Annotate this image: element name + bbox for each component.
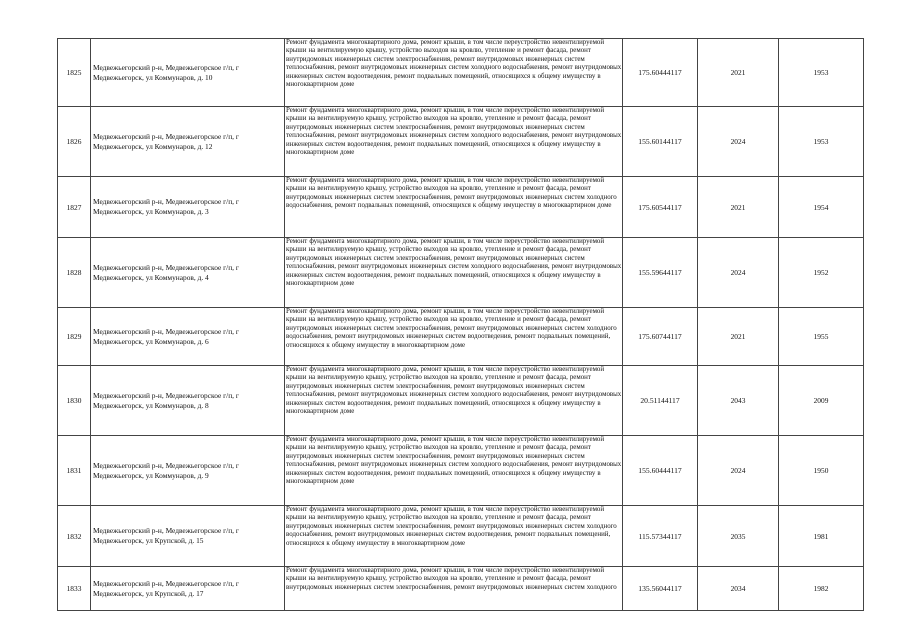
works-text: Ремонт фундамента многоквартирного дома, ремонт крыши, в том числе переустройство невентилируемой крыши на вентилируемую крышу, устройство выходов на кровлю, утепление и ремонт фасада, ремонт внутридомовых инженерных систем электроснабжения, ремонт внутридомовых инженерных систем теплоснабжения, ремонт внутридомовых инженерных систем холодного водоснабжения, ремонт внутридомовых инженерных систем водоотведения, ремонт подвальных помещений, относящихся к общему имуществу в многоквартирном доме [286,39,622,89]
works-cell [285,238,623,308]
address-cell: Медвежьегорский р-н, Медвежьегорское г/п, г Медвежьегорск, ул Коммунаров, д. 3 [91,177,285,238]
works-text: Ремонт фундамента многоквартирного дома, ремонт крыши, в том числе переустройство невентилируемой крыши на вентилируемую крышу, устройство выходов на кровлю, утепление и ремонт фасада, ремонт внутридомовых инженерных систем электроснабжения, ремонт внутридомовых инженерных систем теплоснабжения, ремонт внутридомовых инженерных систем холодного водоснабжения, ремонт внутридомовых инженерных систем водоотведения, ремонт подвальных помещений, относящихся к общему имуществу в многоквартирном доме [286,238,622,288]
cost-cell: 175.60544117 [623,177,698,238]
address-cell: Медвежьегорский р-н, Медвежьегорское г/п, г Медвежьегорск, ул Коммунаров, д. 4 [91,238,285,308]
works-cell [285,567,623,611]
cost-cell: 175.60744117 [623,308,698,366]
build-year-cell: 1953 [779,39,864,107]
cost-cell: 175.60444117 [623,39,698,107]
works-text: Ремонт фундамента многоквартирного дома, ремонт крыши, в том числе переустройство невентилируемой крыши на вентилируемую крышу, устройство выходов на кровлю, утепление и ремонт фасада, ремонт внутридомовых инженерных систем электроснабжения, ремонт внутридомовых инженерных систем холодного [286,567,617,591]
repair-year-cell: 2043 [698,366,779,436]
address-cell: Медвежьегорский р-н, Медвежьегорское г/п, г Медвежьегорск, ул Коммунаров, д. 6 [91,308,285,366]
repair-year-cell: 2024 [698,238,779,308]
table-row [58,366,864,436]
works-cell [285,39,623,107]
address-cell: Медвежьегорский р-н, Медвежьегорское г/п, г Медвежьегорск, ул Крупской, д. 17 [91,567,285,611]
works-text: Ремонт фундамента многоквартирного дома, ремонт крыши, в том числе переустройство невентилируемой крыши на вентилируемую крышу, устройство выходов на кровлю, утепление и ремонт фасада, ремонт внутридомовых инженерных систем электроснабжения, ремонт внутридомовых инженерных систем теплоснабжения, ремонт внутридомовых инженерных систем холодного водоснабжения, ремонт внутридомовых инженерных систем водоотведения, ремонт подвальных помещений, относящихся к общему имуществу в многоквартирном доме [286,436,622,486]
cost-cell: 135.56044117 [623,567,698,611]
row-number: 1827 [58,177,91,238]
build-year-cell: 1954 [779,177,864,238]
works-cell [285,177,623,238]
table-row [58,436,864,506]
row-number: 1828 [58,238,91,308]
cost-cell: 155.60444117 [623,436,698,506]
repair-year-cell: 2021 [698,308,779,366]
repair-year-cell: 2024 [698,436,779,506]
build-year-cell: 1982 [779,567,864,611]
works-text: Ремонт фундамента многоквартирного дома, ремонт крыши, в том числе переустройство невентилируемой крыши на вентилируемую крышу, устройство выходов на кровлю, утепление и ремонт фасада, ремонт внутридомовых инженерных систем электроснабжения, ремонт внутридомовых инженерных систем холодного водоснабжения, ремонт подвальных помещений, относящихся к общему имуществу в многоквартирном доме [286,177,617,210]
cost-cell: 155.59644117 [623,238,698,308]
table-row [58,308,864,366]
row-number: 1830 [58,366,91,436]
cost-cell: 20.51144117 [623,366,698,436]
address-cell: Медвежьегорский р-н, Медвежьегорское г/п, г Медвежьегорск, ул Коммунаров, д. 8 [91,366,285,436]
build-year-cell: 2009 [779,366,864,436]
works-cell [285,308,623,366]
address-cell: Медвежьегорский р-н, Медвежьегорское г/п, г Медвежьегорск, ул Коммунаров, д. 10 [91,39,285,107]
repair-year-cell: 2034 [698,567,779,611]
table-row [58,177,864,238]
cost-cell: 115.57344117 [623,506,698,567]
repair-year-cell: 2035 [698,506,779,567]
row-number: 1832 [58,506,91,567]
repair-year-cell: 2024 [698,107,779,177]
capital-repair-table [57,38,864,611]
repair-year-cell: 2021 [698,177,779,238]
build-year-cell: 1955 [779,308,864,366]
build-year-cell: 1950 [779,436,864,506]
build-year-cell: 1981 [779,506,864,567]
repair-year-cell: 2021 [698,39,779,107]
row-number: 1826 [58,107,91,177]
row-number: 1831 [58,436,91,506]
row-number: 1829 [58,308,91,366]
works-cell [285,506,623,567]
address-cell: Медвежьегорский р-н, Медвежьегорское г/п, г Медвежьегорск, ул Крупской, д. 15 [91,506,285,567]
address-cell: Медвежьегорский р-н, Медвежьегорское г/п, г Медвежьегорск, ул Коммунаров, д. 9 [91,436,285,506]
works-cell [285,107,623,177]
row-number: 1833 [58,567,91,611]
build-year-cell: 1953 [779,107,864,177]
works-text: Ремонт фундамента многоквартирного дома, ремонт крыши, в том числе переустройство невентилируемой крыши на вентилируемую крышу, устройство выходов на кровлю, утепление и ремонт фасада, ремонт внутридомовых инженерных систем электроснабжения, ремонт внутридомовых инженерных систем теплоснабжения, ремонт внутридомовых инженерных систем холодного водоснабжения, ремонт внутридомовых инженерных систем водоотведения, ремонт подвальных помещений, относящихся к общему имуществу в многоквартирном доме [286,366,622,416]
works-cell [285,366,623,436]
address-cell: Медвежьегорский р-н, Медвежьегорское г/п, г Медвежьегорск, ул Коммунаров, д. 12 [91,107,285,177]
table-row [58,39,864,107]
row-number: 1825 [58,39,91,107]
table-row [58,107,864,177]
table-row [58,506,864,567]
cost-cell: 155.60144117 [623,107,698,177]
build-year-cell: 1952 [779,238,864,308]
works-text: Ремонт фундамента многоквартирного дома, ремонт крыши, в том числе переустройство невентилируемой крыши на вентилируемую крышу, устройство выходов на кровлю, утепление и ремонт фасада, ремонт внутридомовых инженерных систем электроснабжения, ремонт внутридомовых инженерных систем холодного водоснабжения, ремонт внутридомовых инженерных систем водоотведения, ремонт подвальных помещений, относящихся к общему имуществу в многоквартирном доме [286,506,617,547]
works-text: Ремонт фундамента многоквартирного дома, ремонт крыши, в том числе переустройство невентилируемой крыши на вентилируемую крышу, устройство выходов на кровлю, утепление и ремонт фасада, ремонт внутридомовых инженерных систем электроснабжения, ремонт внутридомовых инженерных систем теплоснабжения, ремонт внутридомовых инженерных систем холодного водоснабжения, ремонт внутридомовых инженерных систем водоотведения, ремонт подвальных помещений, относящихся к общему имуществу в многоквартирном доме [286,107,622,157]
table-row [58,567,864,611]
table-row [58,238,864,308]
works-text: Ремонт фундамента многоквартирного дома, ремонт крыши, в том числе переустройство невентилируемой крыши на вентилируемую крышу, устройство выходов на кровлю, утепление и ремонт фасада, ремонт внутридомовых инженерных систем электроснабжения, ремонт внутридомовых инженерных систем холодного водоснабжения, ремонт внутридомовых инженерных систем водоотведения, ремонт подвальных помещений, относящихся к общему имуществу в многоквартирном доме [286,308,617,349]
works-cell [285,436,623,506]
